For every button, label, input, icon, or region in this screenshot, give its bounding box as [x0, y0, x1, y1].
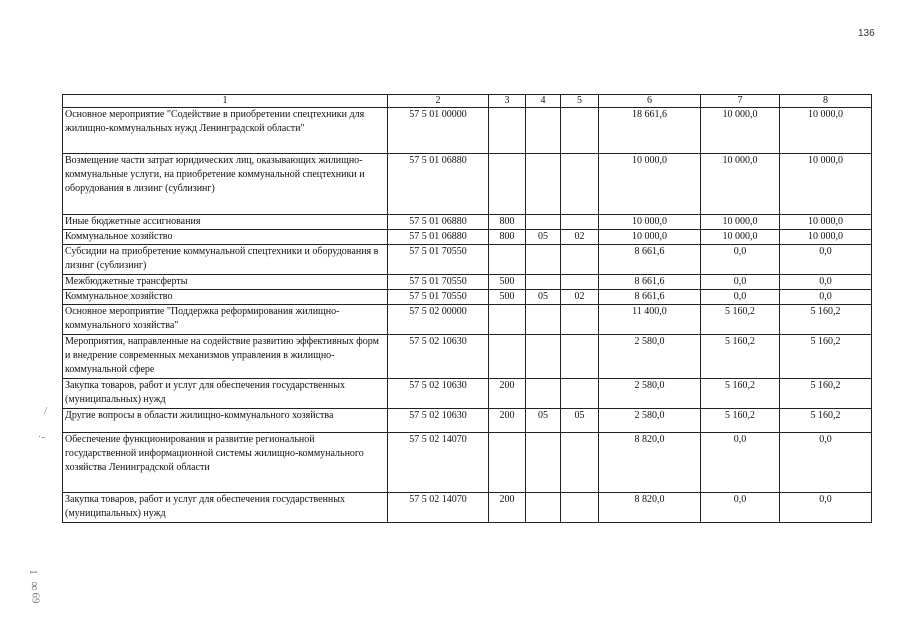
row-value-col6: 10 000,0: [599, 215, 701, 230]
row-value-col6: 10 000,0: [599, 154, 701, 215]
row-col3: [489, 108, 526, 154]
row-name: Другие вопросы в области жилищно-коммунального хозяйства: [63, 409, 388, 433]
header-cell: 5: [561, 95, 599, 108]
row-value-col8: 10 000,0: [780, 154, 872, 215]
row-name: Коммунальное хозяйство: [63, 290, 388, 305]
row-col4: [526, 215, 561, 230]
row-col3: [489, 245, 526, 275]
row-name: Субсидии на приобретение коммунальной спецтехники и оборудования в лизинг (сублизинг): [63, 245, 388, 275]
row-value-col6: 8 661,6: [599, 275, 701, 290]
row-code: 57 5 01 06880: [388, 230, 489, 245]
row-value-col7: 10 000,0: [701, 108, 780, 154]
row-col4: [526, 154, 561, 215]
header-cell: 3: [489, 95, 526, 108]
row-code: 57 5 02 14070: [388, 493, 489, 523]
row-value-col8: 10 000,0: [780, 230, 872, 245]
margin-dash: ·-: [38, 432, 45, 443]
row-value-col8: 5 160,2: [780, 379, 872, 409]
table-row: [63, 305, 872, 335]
row-value-col7: 5 160,2: [701, 409, 780, 433]
row-value-col7: 10 000,0: [701, 154, 780, 215]
row-value-col8: 0,0: [780, 245, 872, 275]
row-value-col6: 11 400,0: [599, 305, 701, 335]
row-value-col8: 0,0: [780, 433, 872, 493]
row-value-col8: 10 000,0: [780, 215, 872, 230]
margin-stamp: ∞: [27, 581, 43, 591]
row-value-col6: 2 580,0: [599, 335, 701, 379]
row-code: 57 5 01 00000: [388, 108, 489, 154]
row-value-col7: 0,0: [701, 433, 780, 493]
row-col5: [561, 433, 599, 493]
table-row: [63, 335, 872, 379]
row-value-col6: 8 820,0: [599, 493, 701, 523]
row-value-col8: 0,0: [780, 493, 872, 523]
row-value-col8: 0,0: [780, 275, 872, 290]
row-col3: 500: [489, 290, 526, 305]
table-row: [63, 493, 872, 523]
header-cell: 8: [780, 95, 872, 108]
row-code: 57 5 02 10630: [388, 335, 489, 379]
table-row: [63, 275, 872, 290]
row-code: 57 5 02 10630: [388, 409, 489, 433]
row-col3: [489, 433, 526, 493]
budget-table: [62, 94, 872, 523]
row-col3: 500: [489, 275, 526, 290]
row-code: 57 5 02 14070: [388, 433, 489, 493]
row-col4: [526, 493, 561, 523]
row-name: Межбюджетные трансферты: [63, 275, 388, 290]
row-value-col7: 5 160,2: [701, 305, 780, 335]
row-value-col6: 18 661,6: [599, 108, 701, 154]
row-col4: [526, 379, 561, 409]
row-name: Иные бюджетные ассигнования: [63, 215, 388, 230]
row-col5: [561, 305, 599, 335]
row-value-col7: 10 000,0: [701, 230, 780, 245]
row-name: Основное мероприятие "Поддержка реформирования жилищно-коммунального хозяйства": [63, 305, 388, 335]
row-name: Мероприятия, направленные на содействие развитию эффективных форм и внедрение современных механизмов управления в жилищно-коммунальной сфере: [63, 335, 388, 379]
row-col5: 02: [561, 230, 599, 245]
header-cell: 6: [599, 95, 701, 108]
row-code: 57 5 01 70550: [388, 245, 489, 275]
table-row: [63, 409, 872, 433]
row-col5: [561, 108, 599, 154]
row-col5: [561, 245, 599, 275]
row-name: Коммунальное хозяйство: [63, 230, 388, 245]
row-value-col8: 0,0: [780, 290, 872, 305]
row-value-col6: 2 580,0: [599, 409, 701, 433]
row-value-col6: 8 661,6: [599, 290, 701, 305]
row-value-col7: 5 160,2: [701, 335, 780, 379]
row-value-col6: 10 000,0: [599, 230, 701, 245]
row-col3: [489, 305, 526, 335]
row-col5: [561, 215, 599, 230]
row-value-col7: 10 000,0: [701, 215, 780, 230]
row-value-col7: 0,0: [701, 290, 780, 305]
row-code: 57 5 01 70550: [388, 275, 489, 290]
row-name: Основное мероприятие "Содействие в приобретении спецтехники для жилищно-коммунальных нужд Ленинградской области": [63, 108, 388, 154]
row-col4: 05: [526, 290, 561, 305]
table-row: [63, 290, 872, 305]
row-name: Закупка товаров, работ и услуг для обеспечения государственных (муниципальных) нужд: [63, 379, 388, 409]
row-col3: 200: [489, 409, 526, 433]
row-value-col7: 0,0: [701, 245, 780, 275]
margin-dash: /: [44, 405, 48, 417]
row-value-col6: 2 580,0: [599, 379, 701, 409]
table-header-row: [63, 95, 872, 108]
row-col5: [561, 154, 599, 215]
header-cell: 1: [63, 95, 388, 108]
row-value-col6: 8 661,6: [599, 245, 701, 275]
header-cell: 2: [388, 95, 489, 108]
row-col3: [489, 335, 526, 379]
row-name: Закупка товаров, работ и услуг для обеспечения государственных (муниципальных) нужд: [63, 493, 388, 523]
header-cell: 7: [701, 95, 780, 108]
row-code: 57 5 02 10630: [388, 379, 489, 409]
row-col3: 800: [489, 215, 526, 230]
table-row: [63, 154, 872, 215]
row-code: 57 5 01 70550: [388, 290, 489, 305]
row-value-col6: 8 820,0: [599, 433, 701, 493]
margin-stamp: 1: [26, 569, 39, 575]
row-value-col7: 0,0: [701, 493, 780, 523]
row-col4: 05: [526, 409, 561, 433]
row-code: 57 5 01 06880: [388, 154, 489, 215]
table-row: [63, 245, 872, 275]
page-number: 136: [858, 28, 875, 39]
row-col5: 05: [561, 409, 599, 433]
row-col4: [526, 433, 561, 493]
row-value-col7: 0,0: [701, 275, 780, 290]
row-value-col7: 5 160,2: [701, 379, 780, 409]
table-row: [63, 379, 872, 409]
row-col5: 02: [561, 290, 599, 305]
table-row: [63, 433, 872, 493]
row-name: Обеспечение функционирования и развитие региональной государственной информационной системы жилищно-коммунального хозяйства Ленинградской области: [63, 433, 388, 493]
table-row: [63, 230, 872, 245]
table-row: [63, 108, 872, 154]
row-col4: 05: [526, 230, 561, 245]
row-col3: 200: [489, 493, 526, 523]
row-col4: [526, 245, 561, 275]
row-col5: [561, 335, 599, 379]
row-col5: [561, 275, 599, 290]
row-col4: [526, 108, 561, 154]
row-name: Возмещение части затрат юридических лиц, оказывающих жилищно-коммунальные услуги, на приобретение коммунальной спецтехники и оборудования в лизинг (сублизинг): [63, 154, 388, 215]
row-col4: [526, 305, 561, 335]
row-col4: [526, 275, 561, 290]
row-col5: [561, 493, 599, 523]
row-value-col8: 5 160,2: [780, 305, 872, 335]
header-cell: 4: [526, 95, 561, 108]
row-col4: [526, 335, 561, 379]
row-col3: [489, 154, 526, 215]
row-col3: 200: [489, 379, 526, 409]
row-value-col8: 10 000,0: [780, 108, 872, 154]
row-col3: 800: [489, 230, 526, 245]
table-row: [63, 215, 872, 230]
row-code: 57 5 01 06880: [388, 215, 489, 230]
row-value-col8: 5 160,2: [780, 409, 872, 433]
margin-stamp: 69: [29, 592, 42, 604]
row-value-col8: 5 160,2: [780, 335, 872, 379]
row-col5: [561, 379, 599, 409]
row-code: 57 5 02 00000: [388, 305, 489, 335]
